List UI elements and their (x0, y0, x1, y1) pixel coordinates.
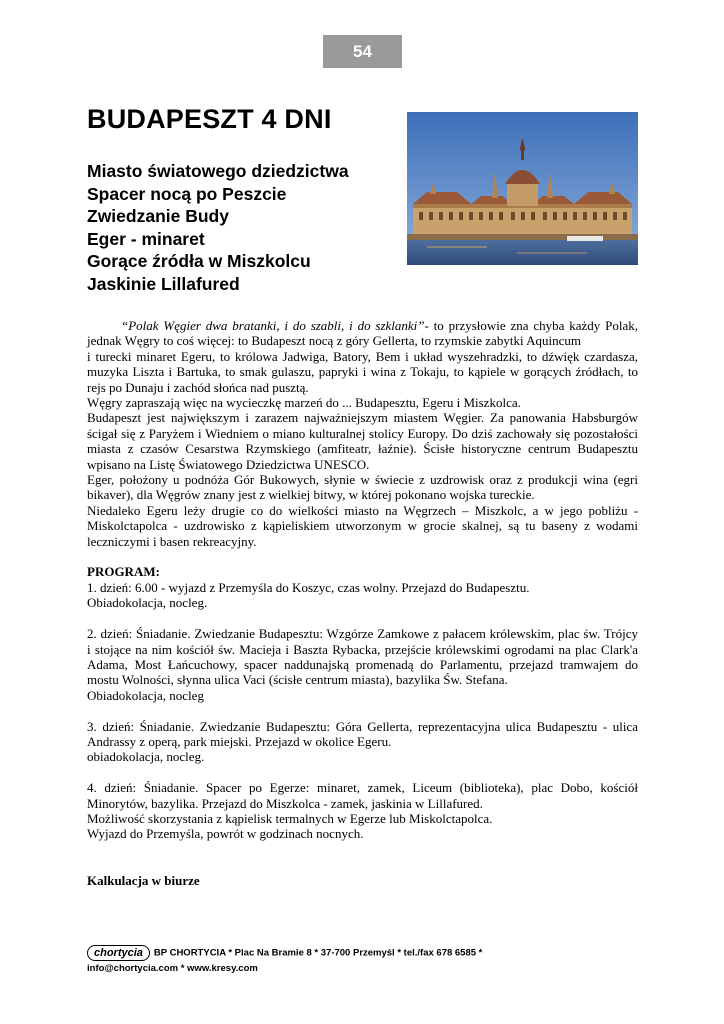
page-title: BUDAPESZT 4 DNI (87, 104, 332, 134)
highlight-item: Jaskinie Lillafured (87, 273, 240, 294)
footer-line-2: info@chortycia.com * www.kresy.com (87, 963, 258, 974)
calculation-note: Kalkulacja w biurze (87, 872, 200, 888)
program-day-4-return: Wyjazd do Przemyśla, powrót w godzinach nocnych. (87, 826, 364, 842)
program-day-1-note: Obiadokolacja, nocleg. (87, 595, 208, 611)
footer-line-1 (87, 945, 647, 961)
chortycia-logo: chortycia (87, 945, 150, 961)
program-day-1: 1. dzień: 6.00 - wyjazd z Przemyśla do Koszyc, czas wolny. Przejazd do Budapesztu. (87, 579, 530, 595)
paragraph: Niedaleko Egeru leży drugie co do wielkości miasto na Węgrzech – Miszkolc, a w jego pobliżu - Miskolctapolca - uzdrowisko z kąpieliskiem utworzonym w grocie skalnej, są tu baseny z wodami leczniczymi i basen rekreacyjny. (87, 502, 638, 549)
intro-quote: “Polak Węgier dwa bratanki, i do szabli, i do szklanki” (121, 318, 425, 333)
program-day-2-note: Obiadokolacja, nocleg (87, 687, 204, 703)
highlight-item: Gorące źródła w Miszkolcu (87, 251, 311, 272)
highlight-item: Spacer nocą po Peszcie (87, 183, 287, 204)
footer-address: BP CHORTYCIA * Plac Na Bramie 8 * 37-700 Przemyśl * tel./fax 678 6585 * (153, 947, 483, 959)
highlight-item: Miasto światowego dziedzictwa (87, 161, 349, 181)
paragraph: Budapeszt jest największym i zarazem najważniejszym miastem Węgier. Za panowania Habsburgów ścigał się z Paryżem i Wiedniem o miano kulturalnej stolicy Europy. Do dziś zachowały się pozostałości miasta z czasów Cesarstwa Rzymskiego (amfiteatr, łaźnie). Ścisłe historyczne centrum Budapesztu wpisano na Listę Światowego Dziedzictwa UNESCO. (87, 410, 638, 472)
intro-text: - to przysłowie zna chyba każdy Polak, jednak Węgry to coś więcej: to Budapeszt nocą z góry Gellerta, to rzymskie zabytki Aquincum (87, 318, 638, 349)
parliament-building-icon (407, 112, 638, 265)
paragraph: Eger, położony u podnóża Gór Bukowych, słynie w świecie z uzdrowisk oraz z produkcji wina (egri bikaver), dla Węgrów znany jest z wielkiej bitwy, w której pokonano wojska tureckie. (87, 472, 638, 503)
program-day-3: 3. dzień: Śniadanie. Zwiedzanie Budapesztu: Góra Gellerta, reprezentacyjna ulica Budapesztu - ulica Andrassy z operą, park miejski. Przejazd w okolice Egeru. (87, 718, 638, 749)
program-day-4-note: Możliwość skorzystania z kąpielisk termalnych w Egerze lub Miskolctapolca. (87, 810, 493, 826)
parliament-photo (407, 112, 638, 265)
paragraph: i turecki minaret Egeru, to królowa Jadwiga, Batory, Bem i układ wyszehradzki, to dźwięk czardasza, muzyka Liszta i Bartuka, to smak gulaszu, papryki i wina z Tokaju, to kąpiele w gorących źródłach, to rejs po Dunaju i zachód słońca nad pusztą. (87, 348, 638, 395)
page-number-badge: 54 (323, 35, 402, 68)
highlight-item: Zwiedzanie Budy (87, 206, 229, 227)
program-day-3-note: obiadokolacja, nocleg. (87, 749, 205, 765)
program-day-4: 4. dzień: Śniadanie. Spacer po Egerze: minaret, zamek, Liceum (biblioteka), plac Dobo, kościół Minorytów, bazylika. Przejazd do Miszkolca - zamek, jaskinia w Lillafured. (87, 780, 638, 811)
program-heading: PROGRAM: (87, 564, 160, 580)
intro-paragraph (87, 318, 638, 349)
highlight-item: Eger - minaret (87, 228, 205, 249)
paragraph: Węgry zapraszają więc na wycieczkę marzeń do ... Budapesztu, Egeru i Miszkolca. (87, 395, 521, 411)
program-day-2: 2. dzień: Śniadanie. Zwiedzanie Budapesztu: Wzgórze Zamkowe z pałacem królewskim, plac św. Trójcy i stojące na nim kościół św. Macieja i Baszta Rybacka, przejście królewskimi ogrodami na plac Clark'a Adama, Most Łańcuchowy, spacer naddunajską promenadą do Parlamentu, przejazd tramwajem do mostu Wolności, słynna ulica Vaci (ścisłe centrum miasta), bazylika Św. Stefana. (87, 626, 638, 688)
body-text (87, 318, 638, 888)
highlights-list (87, 160, 349, 296)
footer (87, 945, 647, 976)
